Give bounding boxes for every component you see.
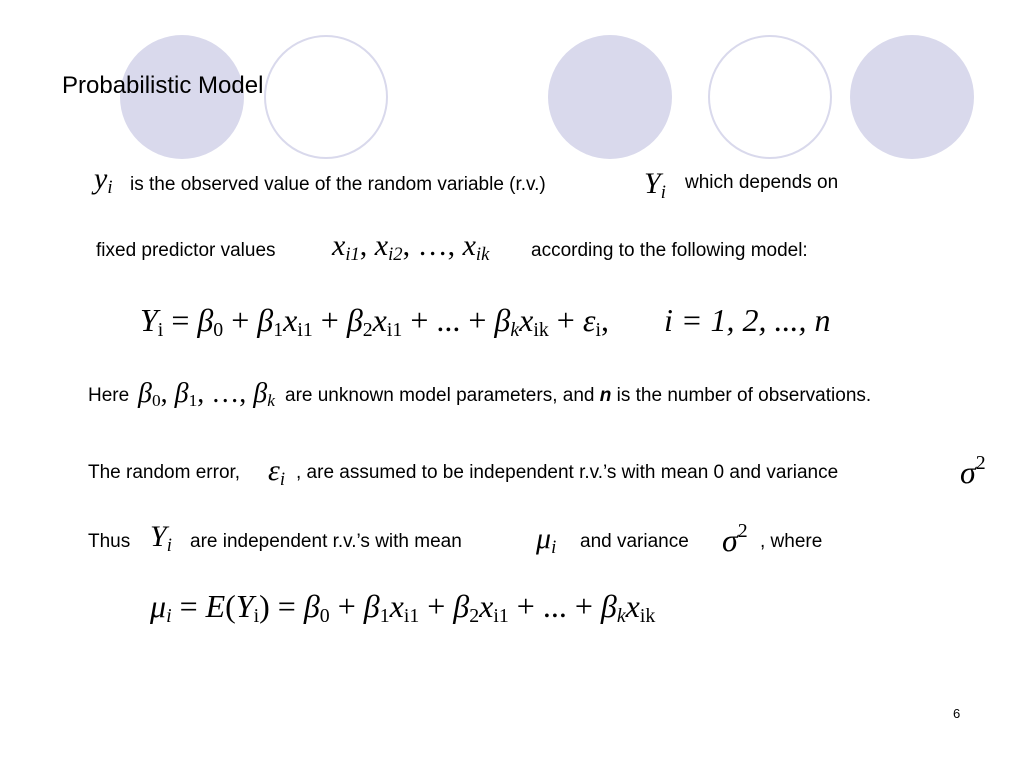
math-eps-i: $\varepsilon_i$ [268,454,285,490]
math-Y-i: $Y_i$ [644,167,666,203]
decor-circle-3 [548,35,672,159]
math-Y-i-2: $Y_i$ [150,520,172,556]
line4-text-b: , are assumed to be independent r.v.’s with mean 0 and variance [296,462,839,483]
math-sigma-sq-1: $\sigma^2$ [960,452,986,490]
math-predictors: $x_{i1}$, $x_{i2}$, …, $x_{ik}$ [332,229,490,265]
line5-text-a: are independent r.v.’s with mean [190,531,462,552]
line3-text [285,385,871,407]
slide-title: Probabilistic Model [62,72,264,99]
math-y-i: $y_i$ [94,162,113,198]
page-number: 6 [953,706,961,721]
math-mu-i: $\mu_i$ [536,522,557,558]
line3-here: Here [88,385,130,406]
line1-text-a: is the observed value of the random variable (r.v.) [130,174,546,195]
line3-text-b: is the number of observations. [616,385,872,406]
line2-text-a: fixed predictor values [96,240,276,261]
line5-thus: Thus [88,531,131,552]
line4-text-a: The random error, [88,462,241,483]
math-sigma-sq-2: $\sigma^2$ [722,520,748,558]
n-bold: n [599,385,612,406]
decor-circle-5 [850,35,974,159]
mean-equation: $\mu_i = E(Y_i) = \beta_0 + \beta_1x_{i1} + \beta_2x_{i1}$ + ... + $\beta_kx_{ik}$ [150,588,656,627]
line1-text-b: which depends on [685,172,839,193]
line5-text-c: , where [760,531,823,552]
decor-circle-2 [264,35,388,159]
math-params: $\beta_0$, $\beta_1$, …, $\beta_k$ [138,378,275,411]
line2-text-b: according to the following model: [531,240,808,261]
line3-text-a: are unknown model parameters, and [285,385,595,406]
model-index-range: i = 1, 2, ..., n [664,302,831,338]
line5-text-b: and variance [580,531,689,552]
model-equation: $Y_i = \beta_0 + \beta_1x_{i1} + \beta_2x_{i1}$ + ... + $\beta_kx_{ik} + \varepsilon_i$, [140,302,609,341]
decor-circle-4 [708,35,832,159]
